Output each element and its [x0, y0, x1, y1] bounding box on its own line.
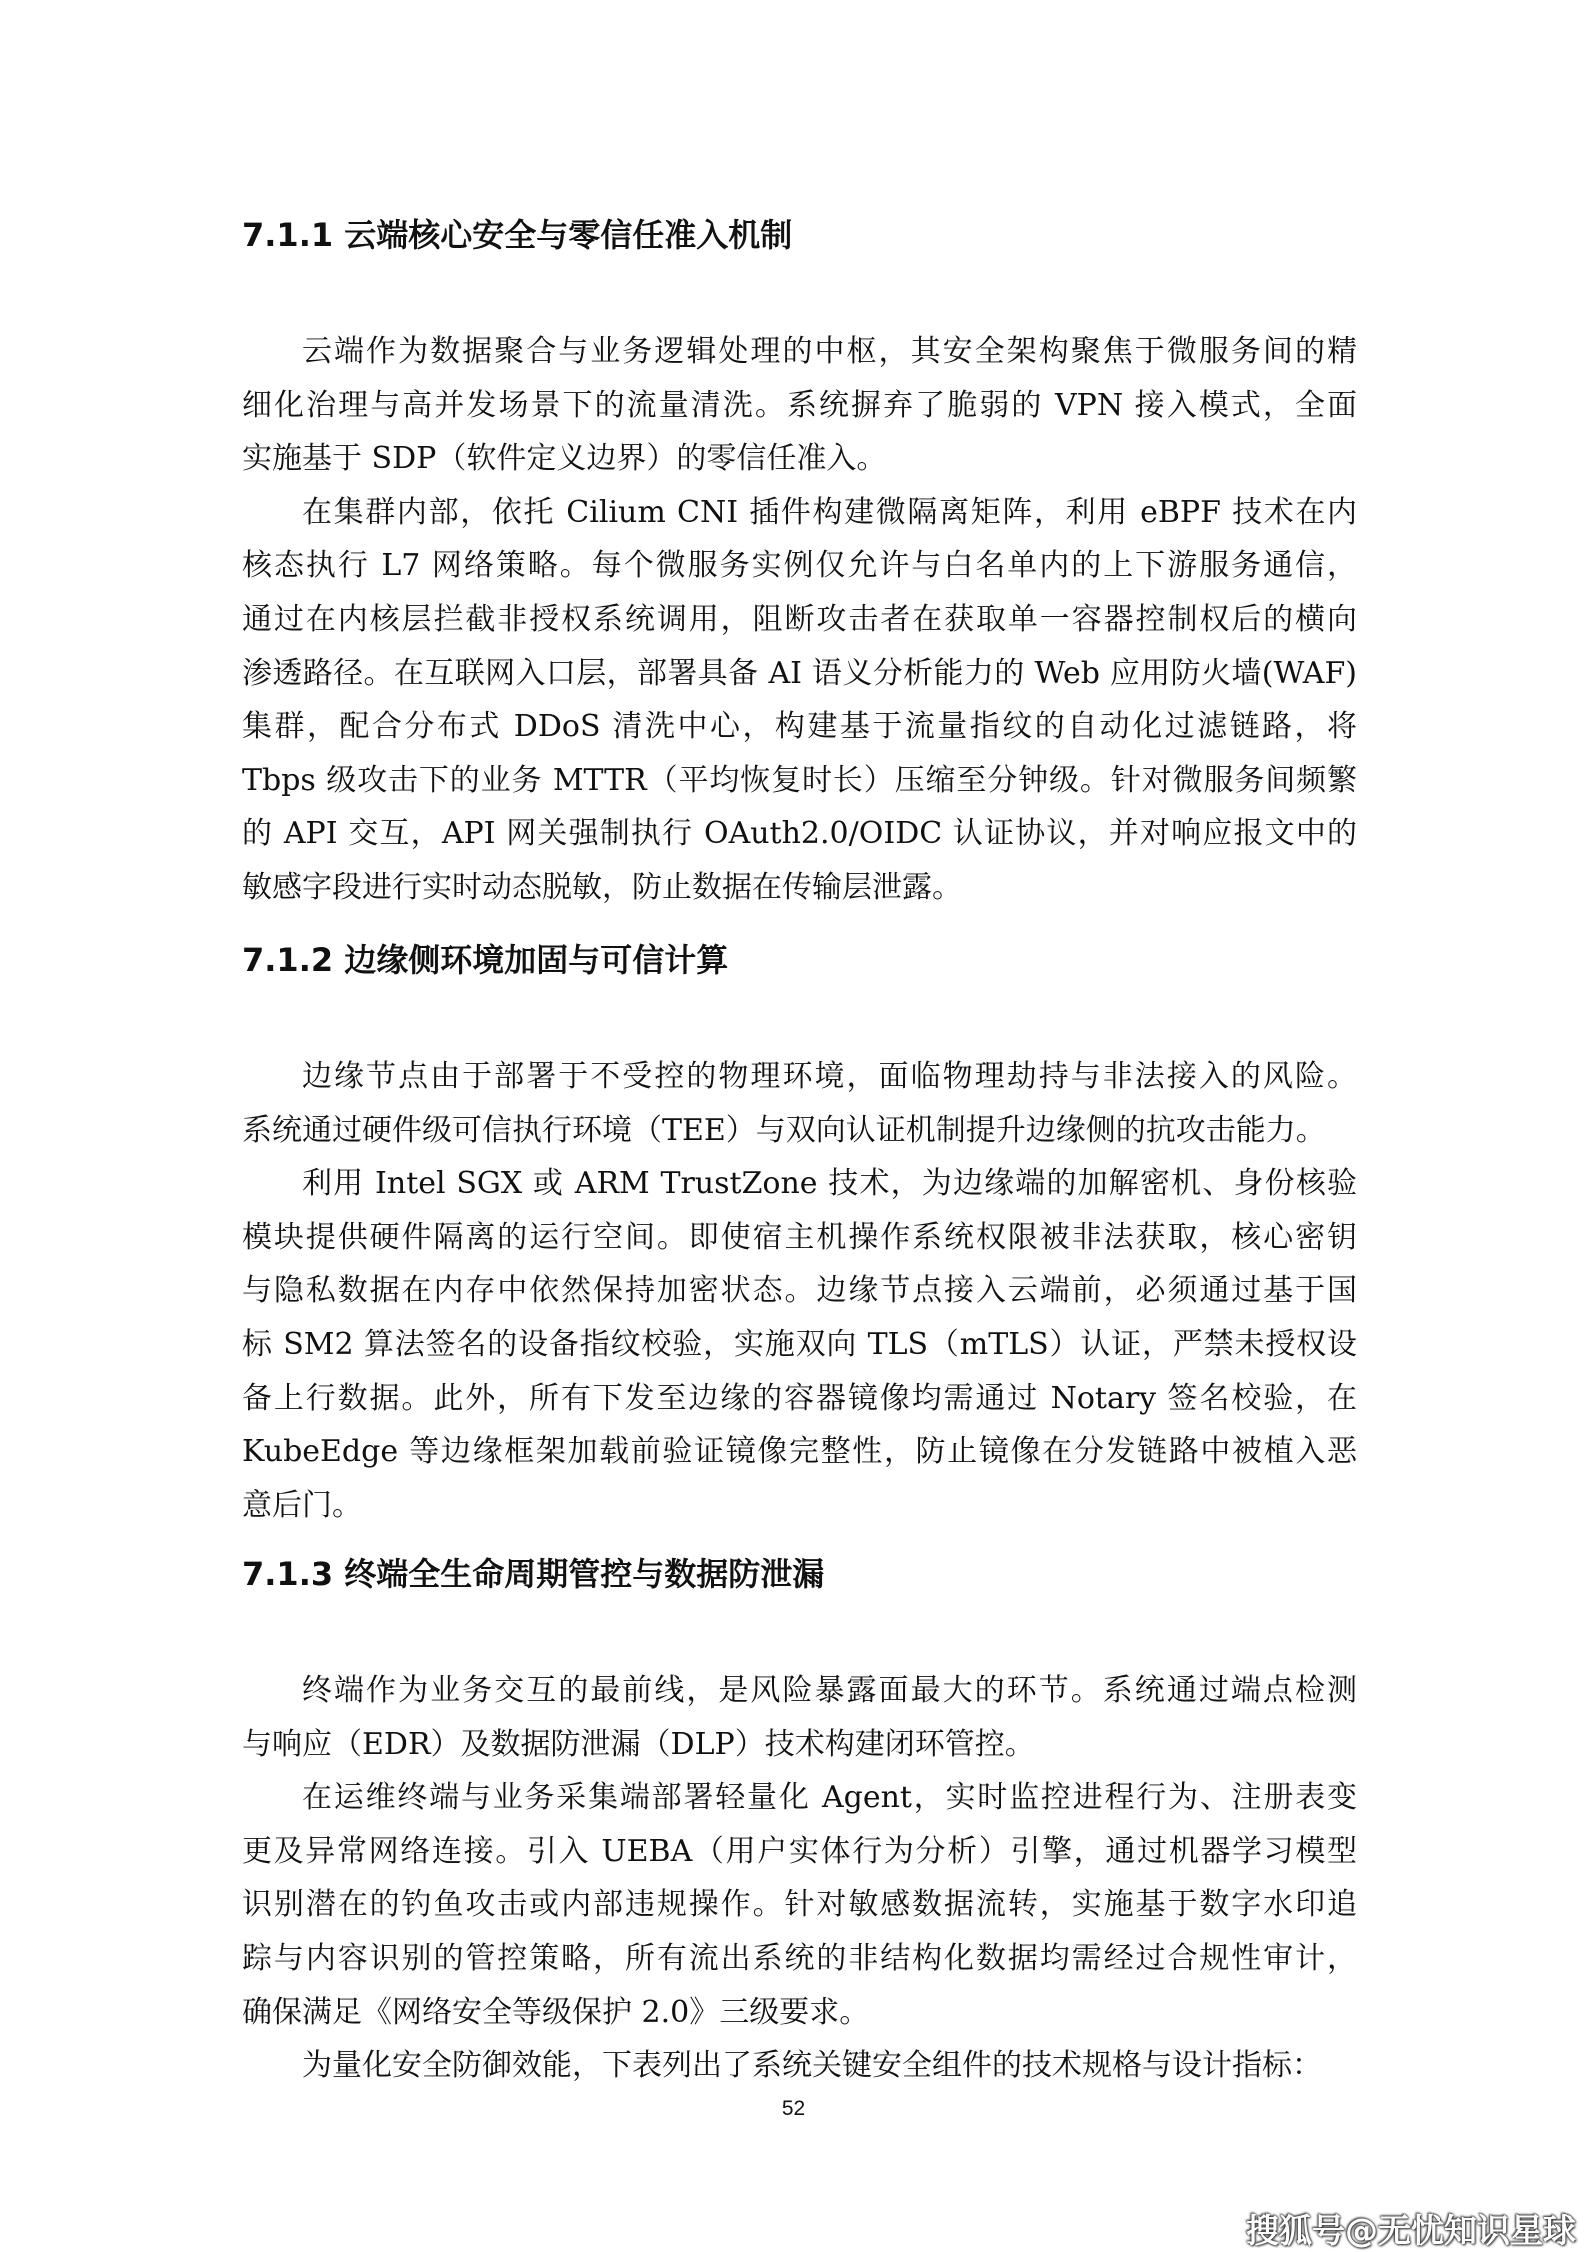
text-line: 与响应（EDR）及数据防泄漏（DLP）技术构建闭环管控。: [242, 1726, 1035, 1762]
text-line: 利用 Intel SGX 或 ARM TrustZone 技术，为边缘端的加解密机、身份核验: [302, 1166, 1357, 1202]
text-line: 云端作为数据聚合与业务逻辑处理的中枢，其安全架构聚焦于微服务间的精: [302, 334, 1357, 369]
paragraph: [242, 1050, 1357, 1157]
section-heading: 7.1.3 终端全生命周期管控与数据防泄漏: [242, 1555, 825, 1593]
text-line: 细化治理与高并发场景下的流量清洗。系统摒弃了脆弱的 VPN 接入模式，全面: [242, 387, 1357, 423]
text-line: 踪与内容识别的管控策略，所有流出系统的非结构化数据均需经过合规性审计，: [242, 1940, 1357, 1976]
text-line: 边缘节点由于部署于不受控的物理环境，面临物理劫持与非法接入的风险。: [302, 1059, 1357, 1094]
paragraph: [242, 325, 1357, 486]
text-line: 通过在内核层拦截非授权系统调用，阻断攻击者在获取单一容器控制权后的横向: [242, 601, 1357, 637]
text-line: 与隐私数据在内存中依然保持加密状态。边缘节点接入云端前，必须通过基于国: [242, 1273, 1357, 1309]
text-line: 集群，配合分布式 DDoS 清洗中心，构建基于流量指纹的自动化过滤链路，将: [242, 709, 1357, 745]
text-line: 渗透路径。在互联网入口层，部署具备 AI 语义分析能力的 Web 应用防火墙(WAF): [242, 655, 1357, 691]
section-body: [242, 325, 1357, 915]
section-7-1-1: [242, 208, 1357, 915]
section-heading: 7.1.2 边缘侧环境加固与可信计算: [242, 941, 729, 979]
text-line: 备上行数据。此外，所有下发至边缘的容器镜像均需通过 Notary 签名校验，在: [242, 1380, 1357, 1416]
section-7-1-2: [242, 933, 1357, 1532]
paragraph: [242, 1771, 1357, 2039]
text-line: KubeEdge 等边缘框架加载前验证镜像完整性，防止镜像在分发链路中被植入恶: [242, 1434, 1357, 1470]
text-line: 终端作为业务交互的最前线，是风险暴露面最大的环节。系统通过端点检测: [302, 1673, 1357, 1708]
section-heading: 7.1.1 云端核心安全与零信任准入机制: [242, 216, 793, 254]
paragraph: [242, 1664, 1357, 1771]
section-7-1-3: [242, 1547, 1357, 2093]
text-line: 更及异常网络连接。引入 UEBA（用户实体行为分析）引擎，通过机器学习模型: [242, 1833, 1357, 1869]
page-number: 52: [781, 2097, 806, 2120]
text-line: 意后门。: [242, 1487, 362, 1523]
text-line: 敏感字段进行实时动态脱敏，防止数据在传输层泄露。: [242, 869, 962, 905]
section-body: [242, 1664, 1357, 2093]
text-line: 实施基于 SDP（软件定义边界）的零信任准入。: [242, 441, 887, 477]
text-line: 识别潜在的钓鱼攻击或内部违规操作。针对敏感数据流转，实施基于数字水印追: [242, 1887, 1357, 1923]
text-line: 标 SM2 算法签名的设备指纹校验，实施双向 TLS（mTLS）认证，严禁未授权设: [242, 1326, 1357, 1362]
watermark-logo: 搜狐号@无忧知识星球: [1246, 2211, 1576, 2250]
text-line: 系统通过硬件级可信执行环境（TEE）与双向认证机制提升边缘侧的抗攻击能力。: [242, 1112, 1326, 1148]
paragraph: [242, 486, 1357, 915]
text-line: 确保满足《网络安全等级保护 2.0》三级要求。: [242, 1994, 870, 2030]
paragraph: [242, 2039, 1357, 2093]
text-line: 为量化安全防御效能，下表列出了系统关键安全组件的技术规格与设计指标：: [302, 2048, 1322, 2084]
text-line: 核态执行 L7 网络策略。每个微服务实例仅允许与白名单内的上下游服务通信，: [242, 548, 1357, 584]
section-body: [242, 1050, 1357, 1532]
text-line: 模块提供硬件隔离的运行空间。即使宿主机操作系统权限被非法获取，核心密钥: [242, 1219, 1357, 1255]
text-line: 在集群内部，依托 Cilium CNI 插件构建微隔离矩阵，利用 eBPF 技术在内: [302, 494, 1357, 530]
text-line: 的 API 交互，API 网关强制执行 OAuth2.0/OIDC 认证协议，并对响应报文中的: [242, 816, 1357, 852]
text-line: 在运维终端与业务采集端部署轻量化 Agent，实时监控进程行为、注册表变: [302, 1780, 1357, 1816]
text-line: Tbps 级攻击下的业务 MTTR（平均恢复时长）压缩至分钟级。针对微服务间频繁: [242, 762, 1357, 798]
paragraph: [242, 1157, 1357, 1532]
